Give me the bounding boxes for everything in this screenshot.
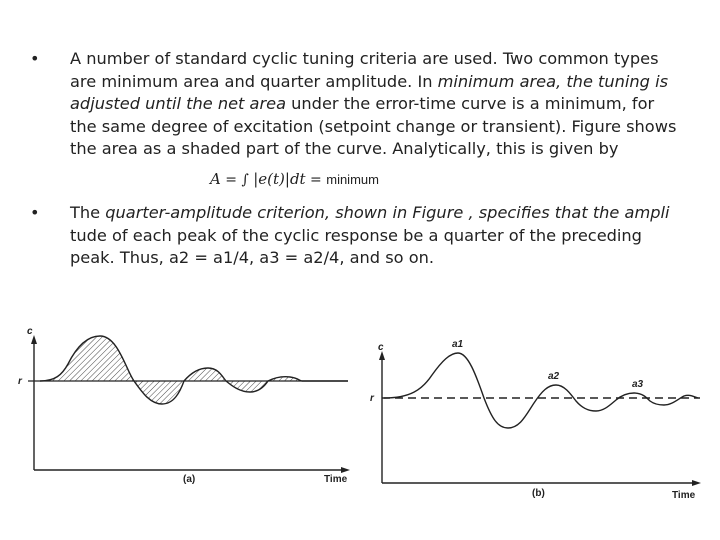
bullet-text-part: tude of each peak of the cyclic response be a quarter of the preceding peak. Thus, a2 = a1/4, a3 = a2/4, and so on.: [70, 225, 642, 267]
formula-lhs: A: [210, 170, 221, 188]
formula-eq2: =: [310, 172, 322, 188]
formula-integrand: |e(t)|dt: [253, 170, 306, 188]
bullet-text: [70, 48, 685, 161]
figure-b-y-label: c: [378, 342, 384, 353]
bullet-text: [70, 202, 685, 270]
bullet-text-part: The: [70, 203, 106, 222]
figure-a-min-area-plot: [0, 320, 360, 490]
figure-b-caption: (b): [532, 488, 545, 499]
figure-a-caption: (a): [183, 474, 196, 485]
bullet-text-part: A number of standard cyclic tuning criteria are used. Two common types are minimum area and quarter amplitude. In: [70, 49, 659, 91]
formula-integral: ∫: [241, 172, 249, 188]
formula-rhs: minimum: [326, 172, 379, 187]
figure-b-response-curve: [384, 353, 698, 428]
bullet-text-italic: quarter-amplitude criterion, shown in Figure , specifies that the ampli: [105, 203, 670, 222]
figure-b-peak-a3-label: a3: [632, 379, 644, 390]
figure-b-ref-label: r: [370, 393, 374, 404]
formula-eq: =: [225, 172, 238, 188]
figure-b-x-arrow: [692, 480, 701, 486]
figure-a-y-label: c: [27, 326, 33, 337]
figure-a-x-label: Time: [324, 474, 348, 485]
bullet-text-italic: minimum area, the tuning is adjusted until the net area: [70, 71, 669, 113]
bullet-symbol: •: [30, 49, 40, 68]
bullet-symbol: •: [30, 203, 40, 222]
figure-b-x-label: Time: [672, 490, 696, 501]
figure-b-peak-a2-label: a2: [548, 371, 560, 382]
bullet-text-part: under the error-time curve is a minimum, for the same degree of excitation (setpoint change or transient). Figure shows the area as a shaded part of the curve. Analytically, this is given by: [70, 94, 677, 158]
figure-b-quarter-amplitude-plot: [360, 335, 710, 505]
figure-a-x-arrow: [341, 467, 350, 473]
figure-b-peak-a1-label: a1: [452, 339, 464, 350]
formula-min-area: [210, 170, 379, 188]
figure-a-ref-label: r: [18, 376, 22, 387]
